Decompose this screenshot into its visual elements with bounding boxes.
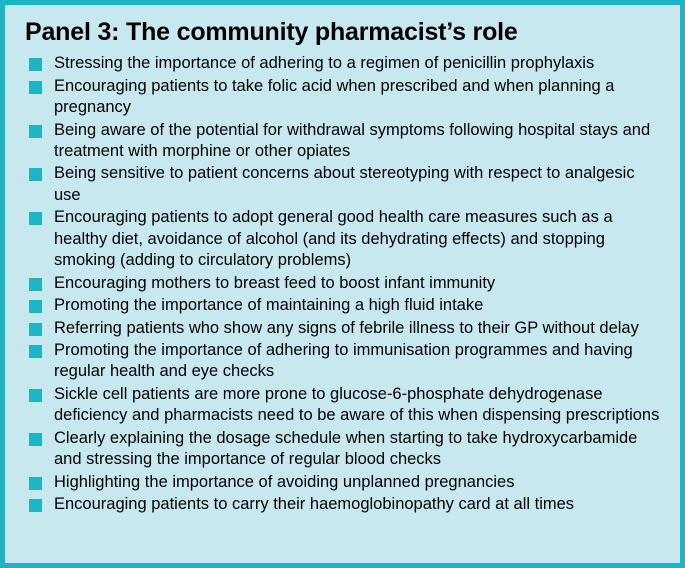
square-bullet-icon [29, 345, 42, 358]
list-item-text: Sickle cell patients are more prone to glucose-6-phosphate dehydrogenase deficiency and pharmacists need to be aware of this when dispensing prescriptions [54, 384, 660, 425]
list-item-text: Encouraging patients to adopt general good health care measures such as a healthy diet, avoidance of alcohol (and its dehydrating effects) and stopping smoking (adding to circulatory problems) [54, 208, 613, 270]
list-item-text: Promoting the importance of adhering to immunisation programmes and having regular health and eye checks [54, 340, 633, 381]
list-item-text: Encouraging patients to carry their haemoglobinopathy card at all times [54, 495, 575, 513]
list-item [23, 163, 664, 206]
list-item [23, 295, 664, 316]
list-item-text: Encouraging patients to take folic acid when prescribed and when planning a pregnancy [54, 76, 615, 117]
square-bullet-icon [29, 81, 42, 94]
list-item [23, 318, 664, 339]
square-bullet-icon [29, 300, 42, 313]
square-bullet-icon [29, 212, 42, 225]
square-bullet-icon [29, 278, 42, 291]
list-item [23, 120, 664, 163]
square-bullet-icon [29, 433, 42, 446]
list-item [23, 472, 664, 493]
square-bullet-icon [29, 168, 42, 181]
square-bullet-icon [29, 58, 42, 71]
bullet-list [23, 53, 664, 515]
list-item [23, 53, 664, 74]
square-bullet-icon [29, 389, 42, 402]
list-item [23, 340, 664, 383]
list-item [23, 428, 664, 471]
list-item-text: Being aware of the potential for withdrawal symptoms following hospital stays and treatment with morphine or other opiates [54, 120, 651, 160]
square-bullet-icon [29, 499, 42, 512]
list-item-text: Highlighting the importance of avoiding unplanned pregnancies [54, 472, 515, 491]
list-item [23, 76, 664, 119]
list-item-text: Clearly explaining the dosage schedule when starting to take hydroxycarbamide and stressing the importance of regular blood checks [54, 428, 638, 469]
square-bullet-icon [29, 323, 42, 336]
list-item [23, 207, 664, 271]
square-bullet-icon [29, 125, 42, 138]
list-item-text: Stressing the importance of adhering to a regimen of penicillin prophylaxis [54, 54, 595, 73]
list-item-text: Referring patients who show any signs of febrile illness to their GP without delay [54, 318, 639, 337]
square-bullet-icon [29, 477, 42, 490]
panel-title: Panel 3: The community pharmacist’s role [25, 18, 518, 46]
list-item [23, 273, 664, 294]
list-item-text: Promoting the importance of maintaining a high fluid intake [54, 296, 484, 315]
list-item-text: Being sensitive to patient concerns about stereotyping with respect to analgesic use [54, 164, 635, 204]
list-item [23, 494, 664, 515]
list-item [23, 384, 664, 427]
list-item-text: Encouraging mothers to breast feed to boost infant immunity [54, 273, 496, 292]
